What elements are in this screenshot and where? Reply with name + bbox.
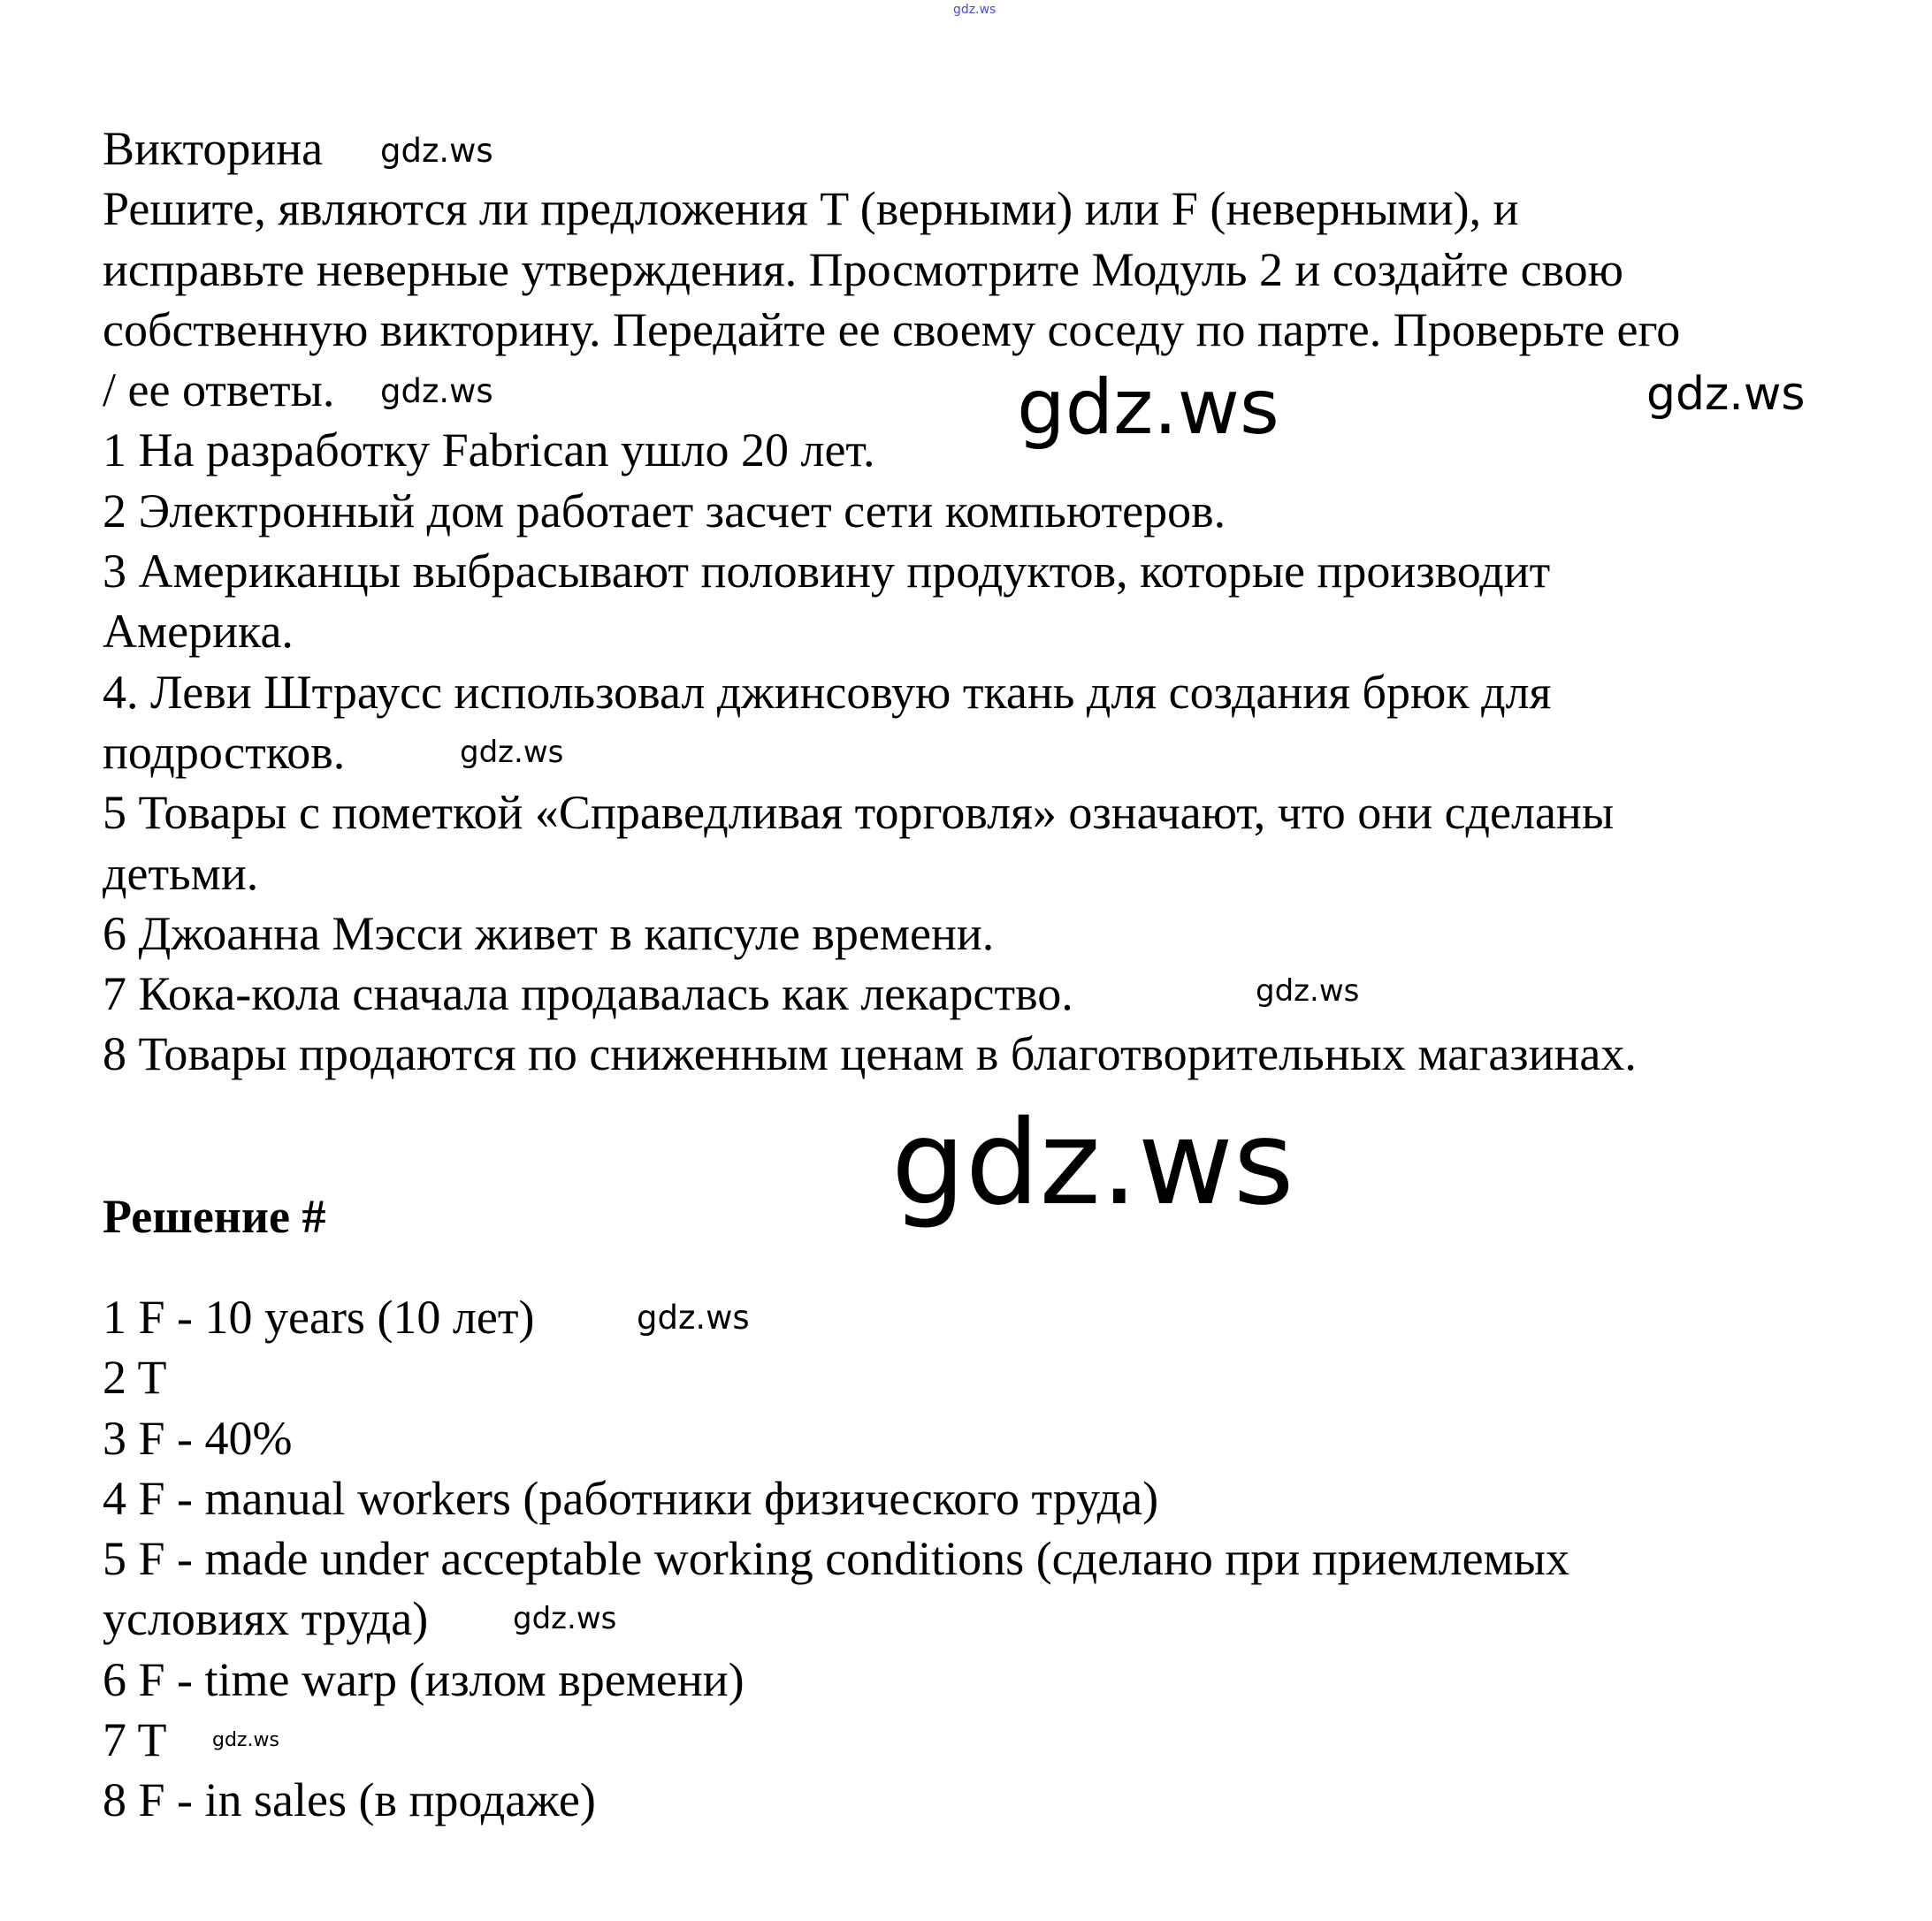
answer-line: 1 F - 10 years (10 лет) <box>103 1291 535 1344</box>
watermark-top: gdz.ws <box>953 3 997 17</box>
statement-line: 8 Товары продаются по сниженным ценам в благотворительных магазинах. <box>103 1027 1637 1081</box>
watermark-large: gdz.ws <box>1017 363 1279 452</box>
watermark: gdz.ws <box>460 735 564 770</box>
watermark: gdz.ws <box>380 132 493 170</box>
answer-line: 3 F - 40% <box>103 1411 293 1465</box>
answer-line: 8 F - in sales (в продаже) <box>103 1773 596 1827</box>
answer-line: условиях труда) <box>103 1592 429 1646</box>
watermark: gdz.ws <box>380 372 493 410</box>
statement-line: подростков. <box>103 725 346 779</box>
answer-line: 4 F - manual workers (работники физического труда) <box>103 1471 1159 1525</box>
answer-line: 2 T <box>103 1351 167 1405</box>
statement-line: Америка. <box>103 605 294 659</box>
quiz-title: Викторина <box>103 122 324 175</box>
statement-line: 4. Леви Штраусс использовал джинсовую ткань для создания брюк для <box>103 665 1552 719</box>
quiz-section <box>103 118 1680 1085</box>
instruction-line: собственную викторину. Передайте ее своему соседу по парте. Проверьте его <box>103 302 1681 356</box>
answer-line: 5 F - made under acceptable working conditions (сделано при приемлемых <box>103 1532 1569 1586</box>
watermark: gdz.ws <box>212 1729 279 1751</box>
statement-line: 5 Товары с пометкой «Справедливая торговля» означают, что они сделаны <box>103 786 1615 840</box>
answer-line: 7 T <box>103 1713 167 1767</box>
instruction-line: / ее ответы. <box>103 363 335 417</box>
statement-line: 3 Американцы выбрасывают половину продуктов, которые производит <box>103 545 1551 598</box>
instruction-line: исправьте неверные утверждения. Просмотрите Модуль 2 и создайте свою <box>103 242 1624 296</box>
watermark: gdz.ws <box>1256 973 1360 1009</box>
statement-line: 6 Джоанна Мэсси живет в капсуле времени. <box>103 906 995 960</box>
watermark: gdz.ws <box>513 1601 617 1636</box>
watermark-huge: gdz.ws <box>891 1095 1294 1231</box>
watermark: gdz.ws <box>637 1299 750 1337</box>
instruction-line: Решите, являются ли предложения T (верными) или F (неверными), и <box>103 182 1519 236</box>
statement-line: 1 На разработку Fabrican ушло 20 лет. <box>103 423 875 477</box>
statement-line: детьми. <box>103 846 259 900</box>
statement-line: 7 Кока-кола сначала продавалась как лекарство. <box>103 967 1073 1021</box>
solution-section <box>103 1186 1569 1831</box>
solution-heading: Решение # <box>103 1190 326 1243</box>
answer-line: 6 F - time warp (излом времени) <box>103 1652 745 1706</box>
watermark: gdz.ws <box>1646 368 1806 421</box>
statement-line: 2 Электронный дом работает засчет сети компьютеров. <box>103 484 1226 537</box>
